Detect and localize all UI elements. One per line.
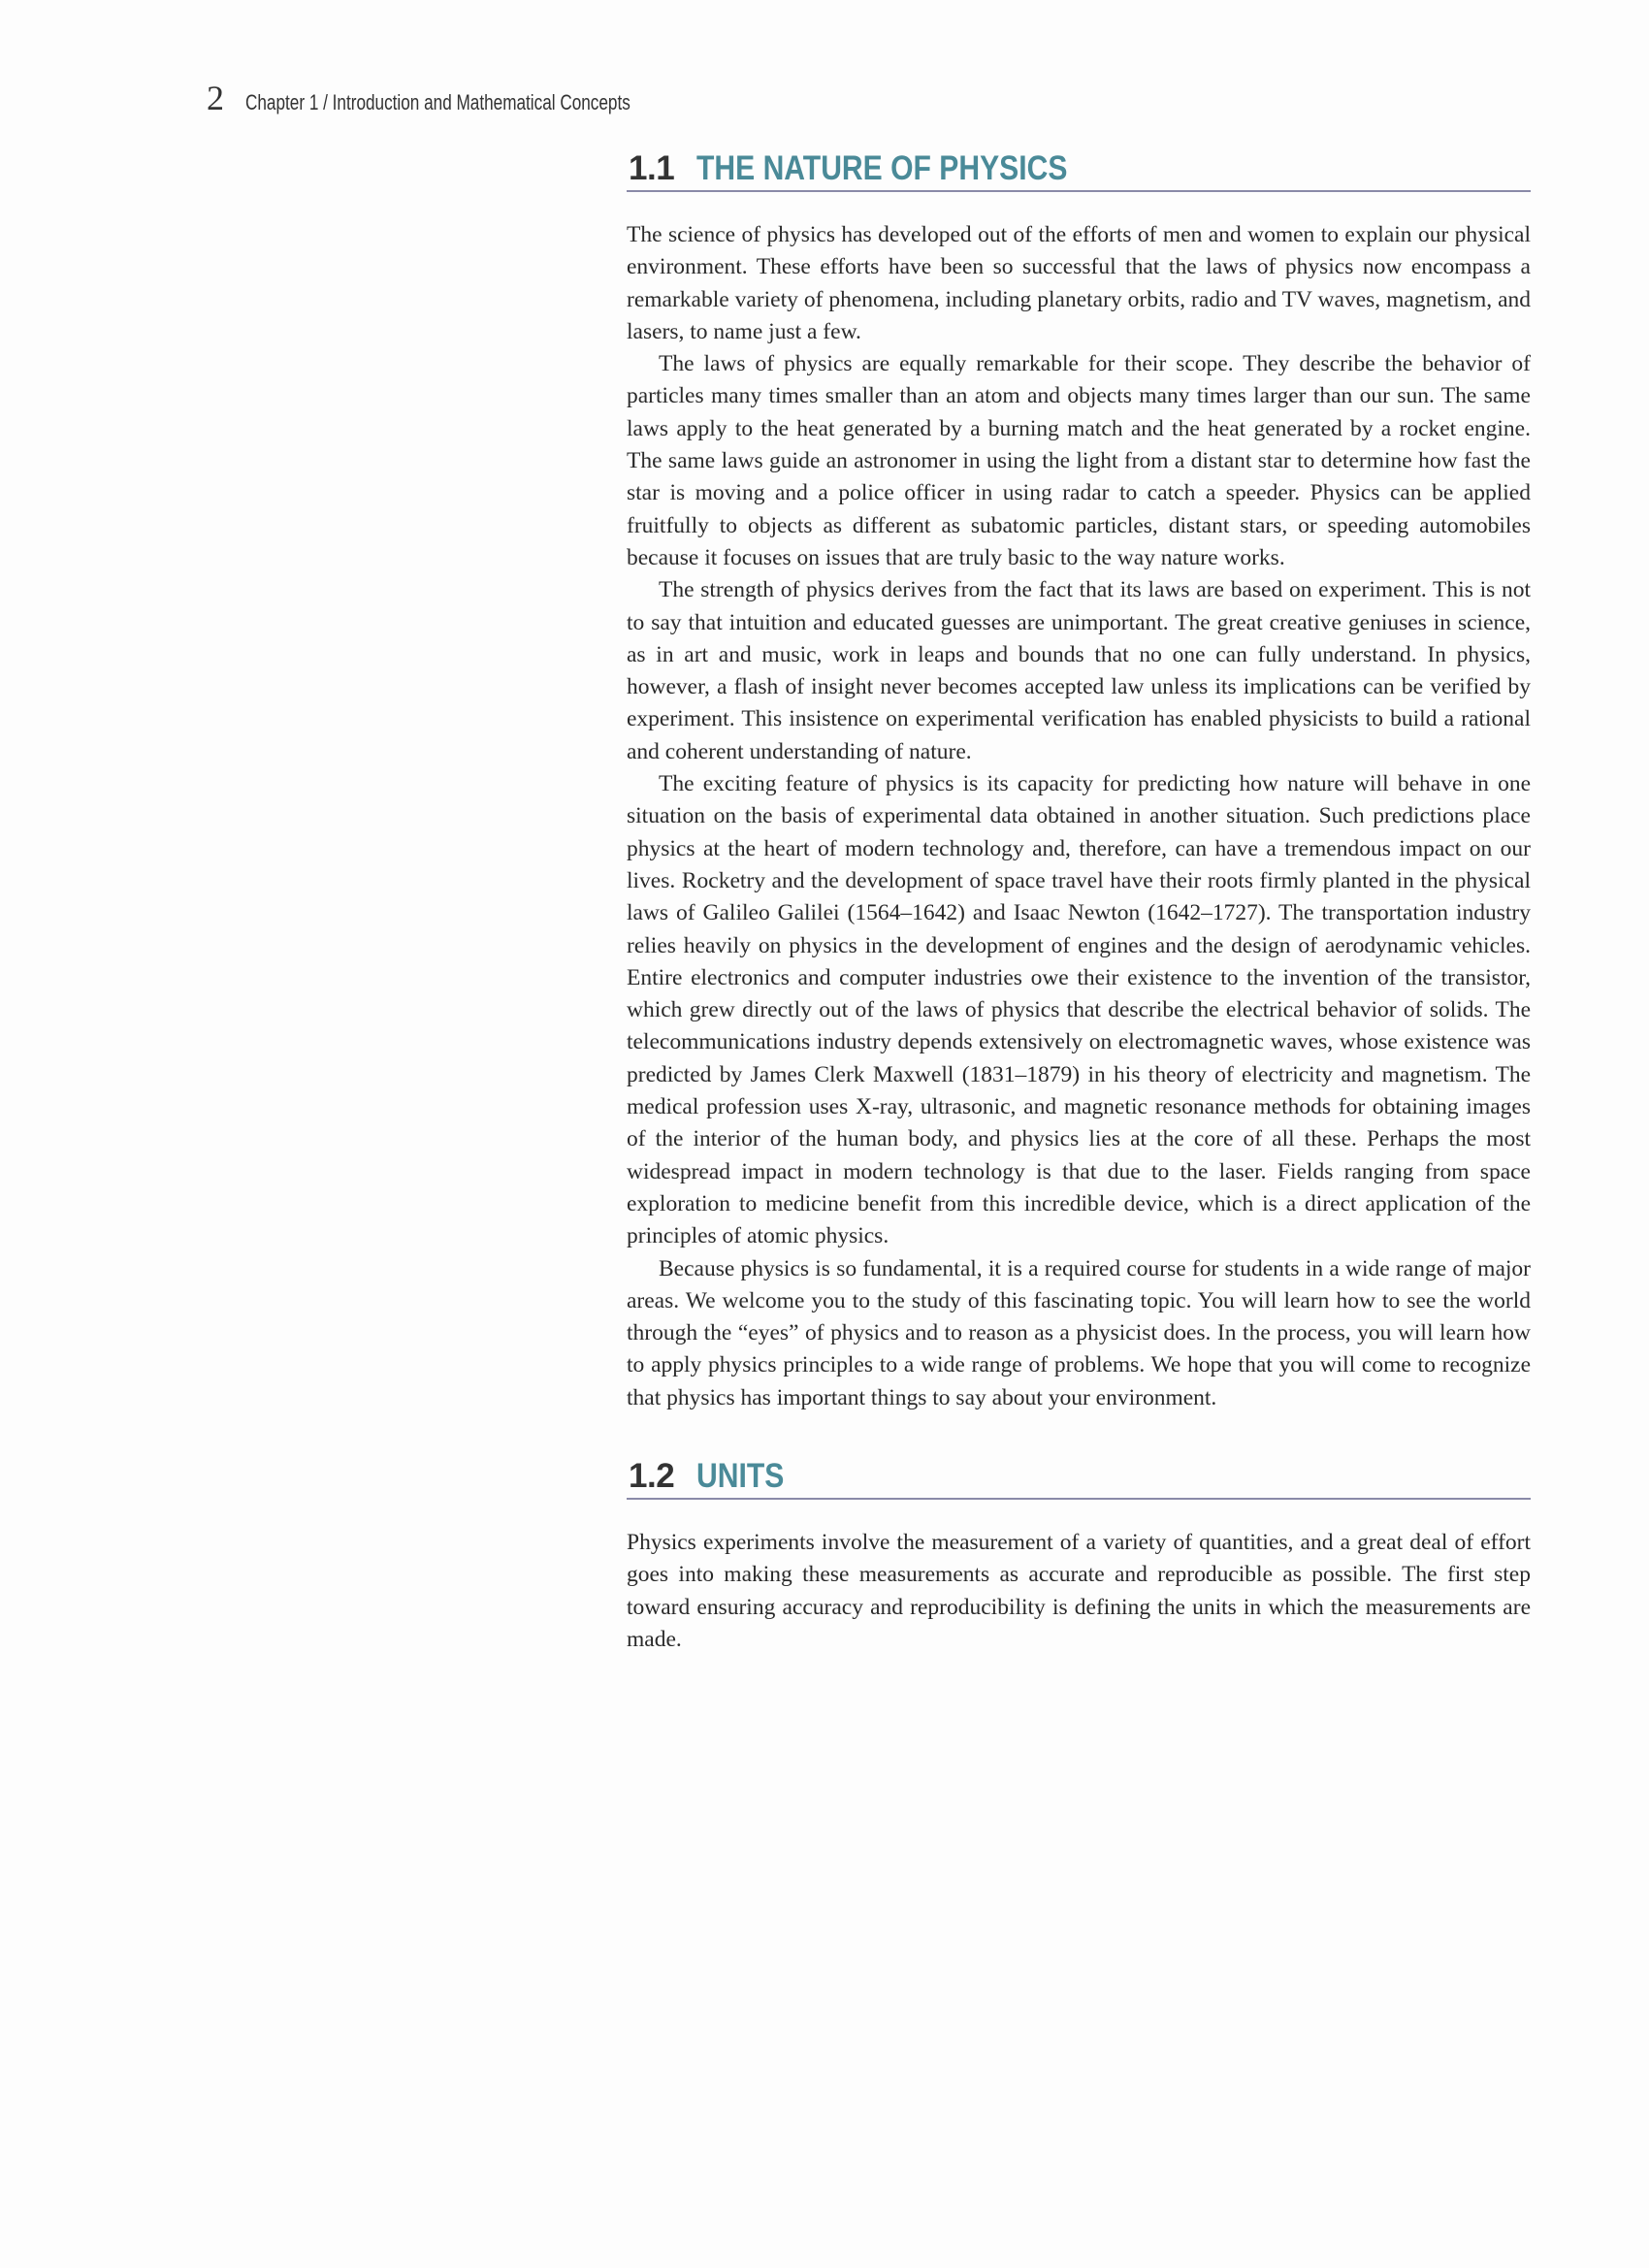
section-heading xyxy=(627,146,1531,192)
paragraph: Because physics is so fundamental, it is a required course for students in a wide range of major areas. We welcome you to the study of this fascinating topic. You will learn how to see the world through the “eyes” of physics and to reason as a physicist does. In the process, you will learn how to apply physics principles to a wide range of problems. We hope that you will come to recognize that physics has important things to say about your environment. xyxy=(627,1255,1531,1410)
page-number: 2 xyxy=(207,79,224,117)
section-title: UNITS xyxy=(696,1456,785,1495)
section-units xyxy=(627,1453,1531,1656)
running-head xyxy=(207,78,739,118)
main-column xyxy=(627,146,1531,1656)
paragraph: The laws of physics are equally remarkable for their scope. They describe the behavior of particles many times smaller than an atom and objects many times larger than our sun. The same laws apply to the heat generated by a burning match and the heat generated by a rocket engine. The same laws guide an astronomer in using the light from a distant star to determine how fast the star is moving and a police officer in using radar to catch a speeder. Physics can be applied fruitfully to objects as different as subatomic particles, distant stars, or speeding automobiles because it focuses on issues that are truly basic to the way nature works. xyxy=(627,351,1531,570)
section-body xyxy=(627,1527,1531,1656)
chapter-title: Chapter 1 / Introduction and Mathematical Concepts xyxy=(245,90,630,114)
paragraph: The strength of physics derives from the fact that its laws are based on experiment. This is not to say that intuition and educated guesses are unimportant. The great creative geniuses in science, as in art and music, work in leaps and bounds that no one can fully understand. In physics, however, a flash of insight never becomes accepted law unless its implications can be verified by experiment. This insistence on experimental verification has enabled physicists to build a rational and coherent understanding of nature. xyxy=(627,577,1531,764)
section-number: 1.1 xyxy=(629,149,675,187)
section-title: THE NATURE OF PHYSICS xyxy=(696,149,1068,187)
paragraph: The science of physics has developed out of the efforts of men and women to explain our physical environment. These efforts have been so successful that the laws of physics now encompass a remarkable variety of phenomena, including planetary orbits, radio and TV waves, magnetism, and lasers, to name just a few. xyxy=(627,222,1531,344)
paragraph: The exciting feature of physics is its capacity for predicting how nature will behave in one situation on the basis of experimental data obtained in another situation. Such predictions place physics at the heart of modern technology and, therefore, can have a tremendous impact on our lives. Rocketry and the development of space travel have their roots firmly planted in the physical laws of Galileo Galilei (1564–1642) and Isaac Newton (1642–1727). The transportation industry relies heavily on physics in the development of engines and the design of aerodynamic vehicles. Entire electronics and computer industries owe their existence to the invention of the transistor, which grew directly out of the laws of physics that describe the electrical behavior of solids. The telecommunications industry depends extensively on electromagnetic waves, whose existence was predicted by James Clerk Maxwell (1831–1879) in his theory of electricity and magnetism. The medical profession uses X-ray, ultrasonic, and magnetic resonance methods for obtaining images of the interior of the human body, and physics lies at the core of all these. Perhaps the most widespread impact in modern technology is that due to the laser. Fields ranging from space exploration to medicine benefit from this incredible device, which is a direct application of the principles of atomic physics. xyxy=(627,771,1531,1249)
section-number: 1.2 xyxy=(629,1456,675,1495)
section-heading xyxy=(627,1453,1531,1500)
section-body xyxy=(627,219,1531,1414)
paragraph: Physics experiments involve the measurement of a variety of quantities, and a great deal of effort goes into making these measurements as accurate and reproducible as possible. The first step toward ensuring accuracy and reproducibility is defining the units in which the measurements are made. xyxy=(627,1529,1531,1652)
section-nature-of-physics xyxy=(627,146,1531,1414)
